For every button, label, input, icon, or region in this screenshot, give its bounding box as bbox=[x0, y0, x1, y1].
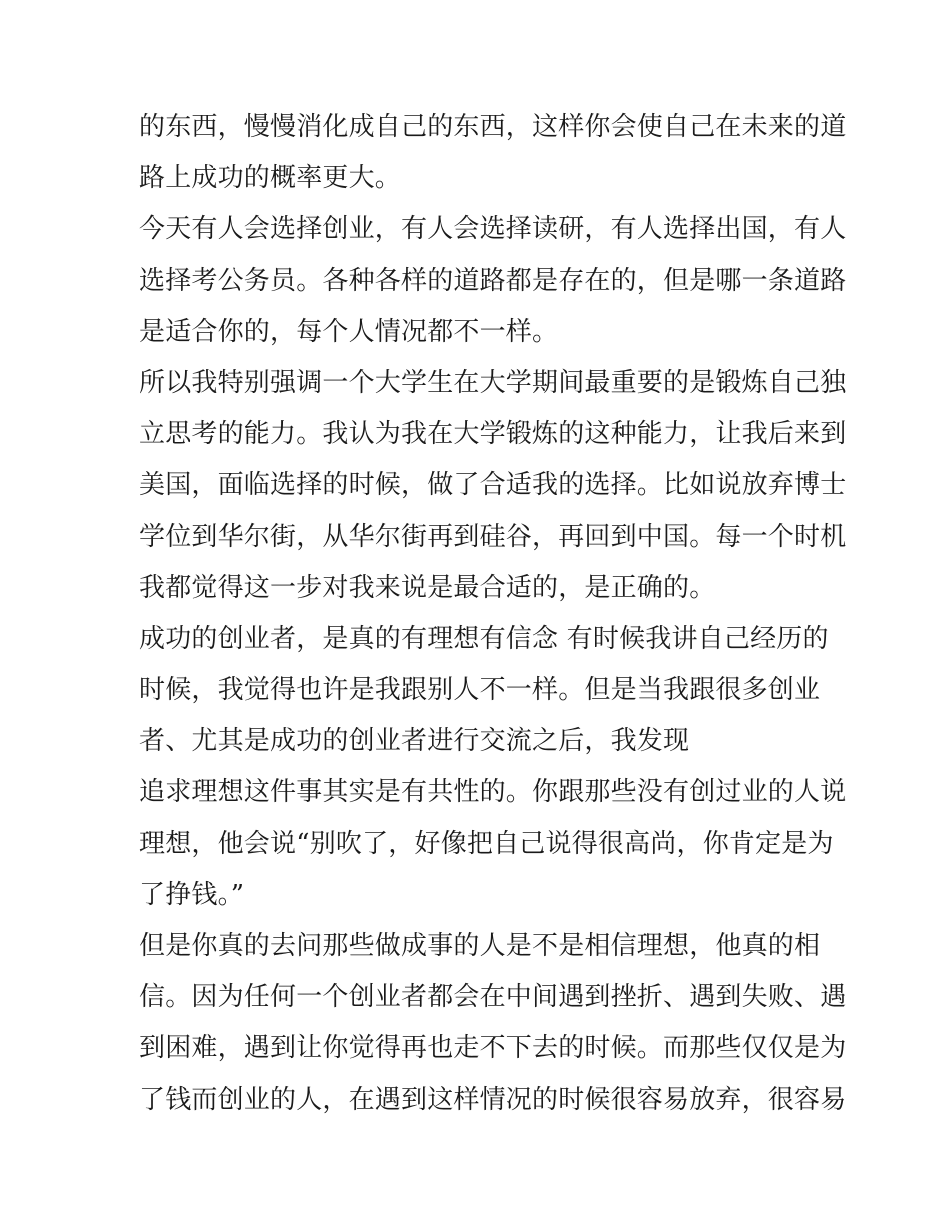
text-line: 到困难，遇到让你觉得再也走不下去的时候。而那些仅仅是为 bbox=[139, 1033, 847, 1064]
body-text bbox=[139, 102, 847, 1126]
text-line: 了挣钱。” bbox=[139, 879, 245, 910]
text-line: 时候，我觉得也许是我跟别人不一样。但是当我跟很多创业 bbox=[139, 675, 821, 706]
text-line: 学位到华尔街，从华尔街再到硅谷，再回到中国。每一个时机 bbox=[139, 521, 847, 552]
text-line: 是适合你的，每个人情况都不一样。 bbox=[139, 316, 559, 347]
text-line: 信。因为任何一个创业者都会在中间遇到挫折、遇到失败、遇 bbox=[139, 982, 847, 1013]
text-line: 选择考公务员。各种各样的道路都是存在的，但是哪一条道路 bbox=[139, 265, 847, 296]
text-line: 了钱而创业的人，在遇到这样情况的时候很容易放弃，很容易 bbox=[139, 1084, 847, 1115]
text-line: 理想，他会说“别吹了，好像把自己说得很高尚，你肯定是为 bbox=[139, 828, 834, 859]
text-line: 但是你真的去问那些做成事的人是不是相信理想，他真的相 bbox=[139, 931, 821, 961]
text-line: 追求理想这件事其实是有共性的。你跟那些没有创过业的人说 bbox=[139, 777, 847, 808]
text-line: 今天有人会选择创业，有人会选择读研，有人选择出国，有人 bbox=[139, 214, 847, 245]
text-line: 者、尤其是成功的创业者进行交流之后，我发现 bbox=[139, 726, 690, 757]
text-line: 所以我特别强调一个大学生在大学期间最重要的是锻炼自己独 bbox=[139, 367, 847, 398]
text-line: 的东西，慢慢消化成自己的东西，这样你会使自己在未来的道 bbox=[139, 112, 847, 142]
text-line: 路上成功的概率更大。 bbox=[139, 163, 402, 194]
text-line: 成功的创业者，是真的有理想有信念 有时候我讲自己经历的 bbox=[139, 623, 829, 654]
text-line: 我都觉得这一步对我来说是最合适的，是正确的。 bbox=[139, 572, 716, 603]
text-line: 美国，面临选择的时候，做了合适我的选择。比如说放弃博士 bbox=[139, 470, 847, 501]
text-line: 立思考的能力。我认为我在大学锻炼的这种能力，让我后来到 bbox=[139, 419, 847, 450]
